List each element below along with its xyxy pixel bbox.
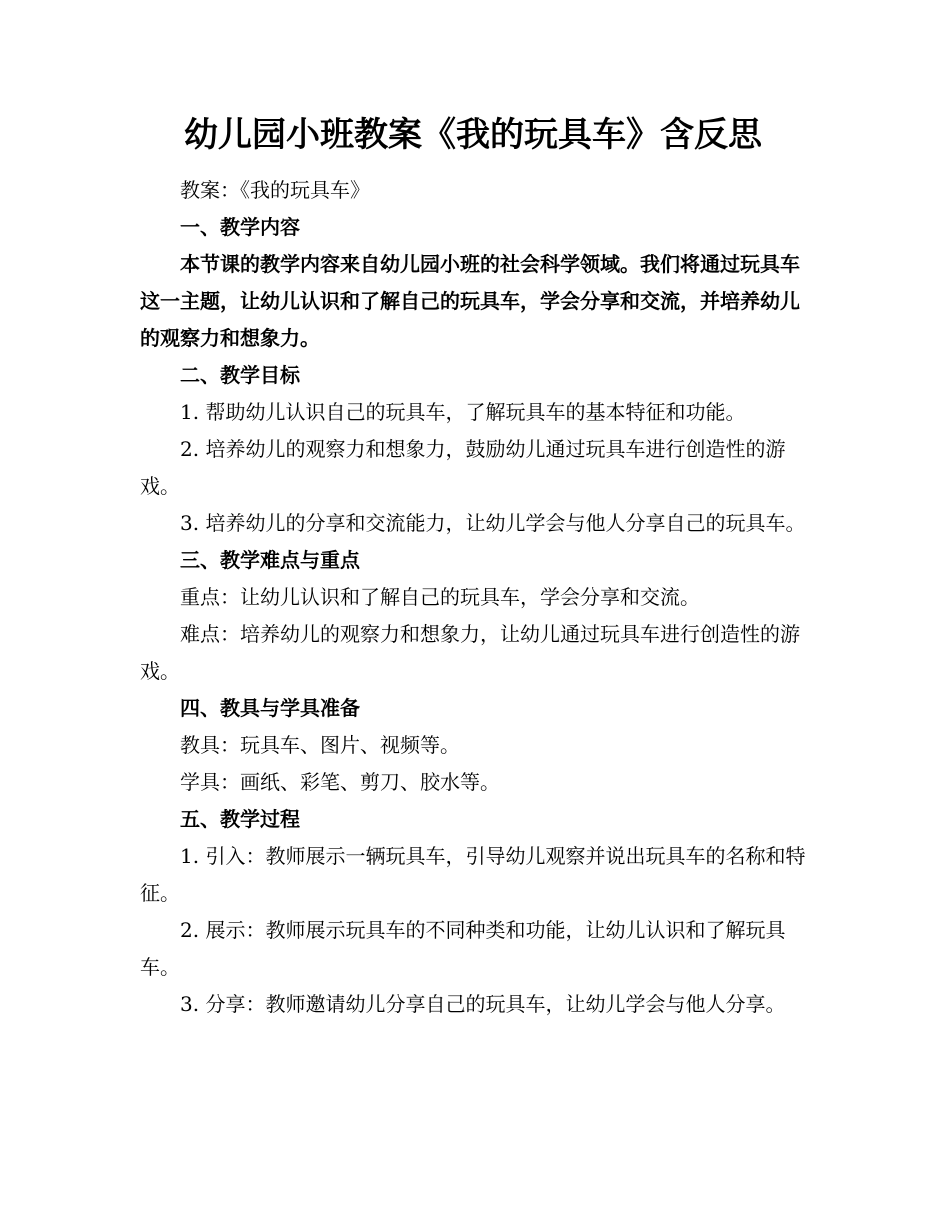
process-step-1: 1. 引入：教师展示一辆玩具车，引导幼儿观察并说出玩具车的名称和特征。 <box>140 844 806 905</box>
document-intro: 教案：《我的玩具车》 <box>180 178 370 202</box>
process-step-3: 3. 分享：教师邀请幼儿分享自己的玩具车，让幼儿学会与他人分享。 <box>180 992 786 1016</box>
section-heading-content: 一、教学内容 <box>180 215 300 239</box>
learning-aids-paragraph: 学具：画纸、彩笔、剪刀、胶水等。 <box>180 770 500 794</box>
difficulty-paragraph: 难点：培养幼儿的观察力和想象力，让幼儿通过玩具车进行创造性的游戏。 <box>140 622 800 683</box>
goal-item-1: 1. 帮助幼儿认识自己的玩具车，了解玩具车的基本特征和功能。 <box>180 400 746 424</box>
document-title: 幼儿园小班教案《我的玩具车》含反思 <box>184 115 762 155</box>
process-step-2: 2. 展示：教师展示玩具车的不同种类和功能，让幼儿认识和了解玩具车。 <box>140 918 786 979</box>
goal-item-2: 2. 培养幼儿的观察力和想象力，鼓励幼儿通过玩具车进行创造性的游戏。 <box>140 437 786 498</box>
section-content-paragraph: 本节课的教学内容来自幼儿园小班的社会科学领域。我们将通过玩具车这一主题，让幼儿认识和了解自己的玩具车，学会分享和交流，并培养幼儿的观察力和想象力。 <box>140 252 800 350</box>
document-content <box>140 112 806 1023</box>
section-heading-goals: 二、教学目标 <box>180 363 300 387</box>
section-heading-process: 五、教学过程 <box>180 807 300 831</box>
goal-item-3: 3. 培养幼儿的分享和交流能力，让幼儿学会与他人分享自己的玩具车。 <box>180 511 806 535</box>
key-point-paragraph: 重点：让幼儿认识和了解自己的玩具车，学会分享和交流。 <box>180 585 700 609</box>
section-heading-key-points: 三、教学难点与重点 <box>180 548 360 572</box>
section-heading-materials: 四、教具与学具准备 <box>180 696 360 720</box>
teaching-aids-paragraph: 教具：玩具车、图片、视频等。 <box>180 733 460 757</box>
